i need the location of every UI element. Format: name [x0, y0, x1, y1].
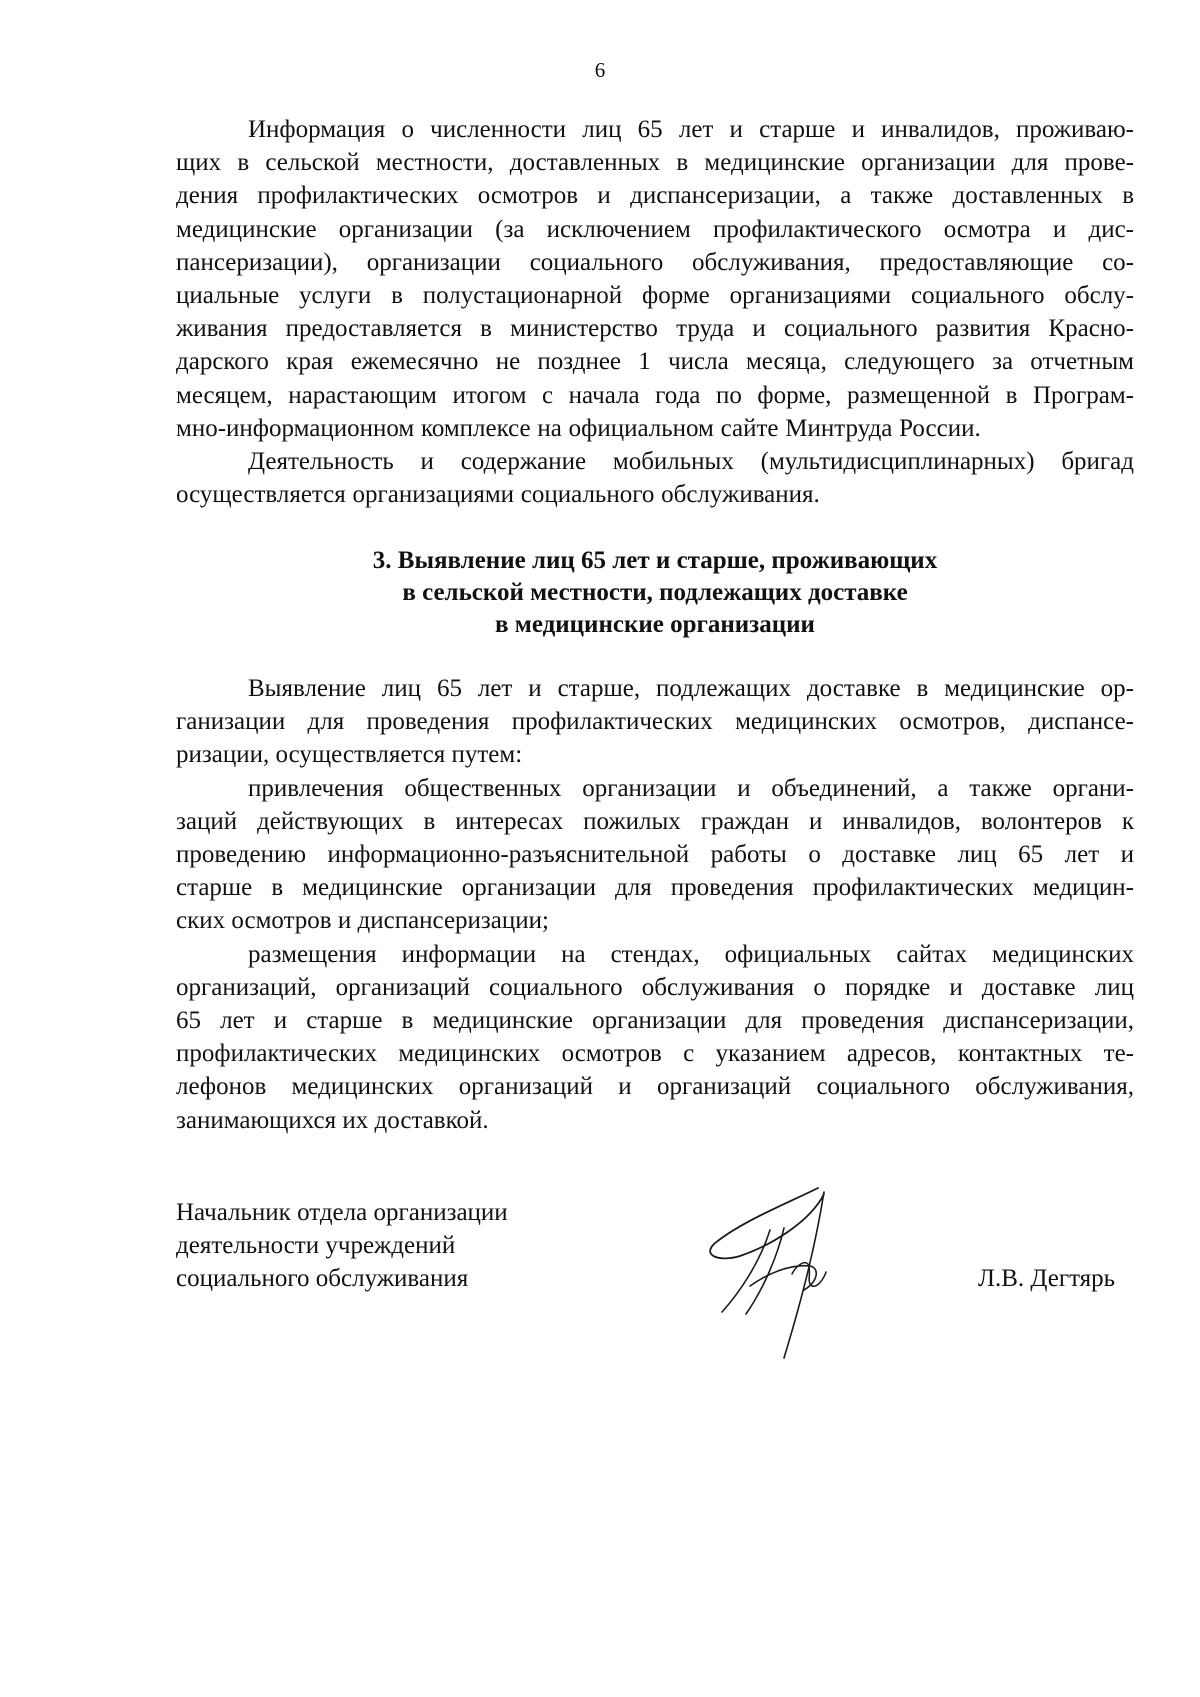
position-line: деятельности учреждений: [176, 1232, 456, 1259]
text-line: ских осмотров и диспансеризации;: [176, 907, 549, 935]
section-3-paragraph-2: [176, 772, 1134, 938]
title-line: 3. Выявление лиц 65 лет и старше, проживающих: [372, 547, 938, 574]
intro-text: [176, 113, 1134, 511]
text-line: Выявление лиц 65 лет и старше, подлежащих доставке в медицинские ор-: [248, 675, 1134, 702]
text-line: ризации, осуществляется путем:: [176, 741, 523, 769]
text-line: щих в сельской местности, доставленных в медицинские организации для прове-: [176, 149, 1134, 177]
text-line: осуществляется организациями социального обслуживания.: [176, 481, 820, 509]
text-line: пансеризации), организации социального обслуживания, предоставляющие со-: [176, 248, 1134, 276]
handwritten-signature: [700, 1182, 860, 1362]
text-line: циальные услуги в полустационарной форме организациями социального обслу-: [176, 282, 1134, 310]
section-3-paragraph-1: [176, 672, 1134, 772]
section-3-paragraph-3: [176, 938, 1134, 1137]
text-line: Информация о численности лиц 65 лет и старше и инвалидов, проживаю-: [248, 116, 1134, 143]
text-line: месяцем, нарастающим итогом с начала года по форме, размещенной в Програм-: [176, 381, 1134, 409]
signer-name: Л.В. Дегтярь: [978, 1265, 1116, 1292]
position-line: социального обслуживания: [176, 1265, 469, 1292]
text-line: размещения информации на стендах, официальных сайтах медицинских: [248, 940, 1134, 968]
text-line: организаций, организаций социального обслуживания о порядке и доставке лиц: [176, 973, 1134, 1001]
text-line: мно-информационном комплексе на официальном сайте Минтруда России.: [176, 414, 981, 442]
intro-paragraph-2: [176, 445, 1134, 511]
section-3-title: [176, 545, 1134, 641]
title-line: в медицинские организации: [495, 611, 815, 638]
text-line: занимающихся их доставкой.: [176, 1106, 489, 1134]
title-line: в сельской местности, подлежащих доставке: [402, 579, 908, 606]
text-line: заций действующих в интересах пожилых граждан и инвалидов, волонтеров к: [176, 807, 1134, 835]
text-line: 65 лет и старше в медицинские организации для проведения диспансеризации,: [176, 1007, 1134, 1035]
text-line: лефонов медицинских организаций и организаций социального обслуживания,: [176, 1073, 1134, 1101]
position-line: Начальник отдела организации: [176, 1199, 508, 1226]
text-line: дения профилактических осмотров и диспансеризации, а также доставленных в: [176, 182, 1134, 210]
text-line: привлечения общественных организации и объединений, а также органи-: [248, 774, 1134, 802]
page-number: 6: [594, 58, 606, 82]
text-line: медицинские организации (за исключением профилактического осмотра и дис-: [176, 215, 1134, 243]
text-line: профилактических медицинских осмотров с указанием адресов, контактных те-: [176, 1040, 1134, 1068]
text-line: Деятельность и содержание мобильных (мультидисциплинарных) бригад: [248, 448, 1134, 476]
intro-paragraph-1: [176, 113, 1134, 445]
text-line: живания предоставляется в министерство труда и социального развития Красно-: [176, 315, 1134, 343]
text-line: дарского края ежемесячно не позднее 1 числа месяца, следующего за отчетным: [176, 348, 1134, 376]
signer-position: [176, 1196, 508, 1295]
text-line: старше в медицинские организации для проведения профилактических медицин-: [176, 874, 1134, 902]
text-line: ганизации для проведения профилактических медицинских осмотров, диспансе-: [176, 708, 1134, 736]
section-3-text: [176, 672, 1134, 1137]
text-line: проведению информационно-разъяснительной работы о доставке лиц 65 лет и: [176, 841, 1134, 869]
